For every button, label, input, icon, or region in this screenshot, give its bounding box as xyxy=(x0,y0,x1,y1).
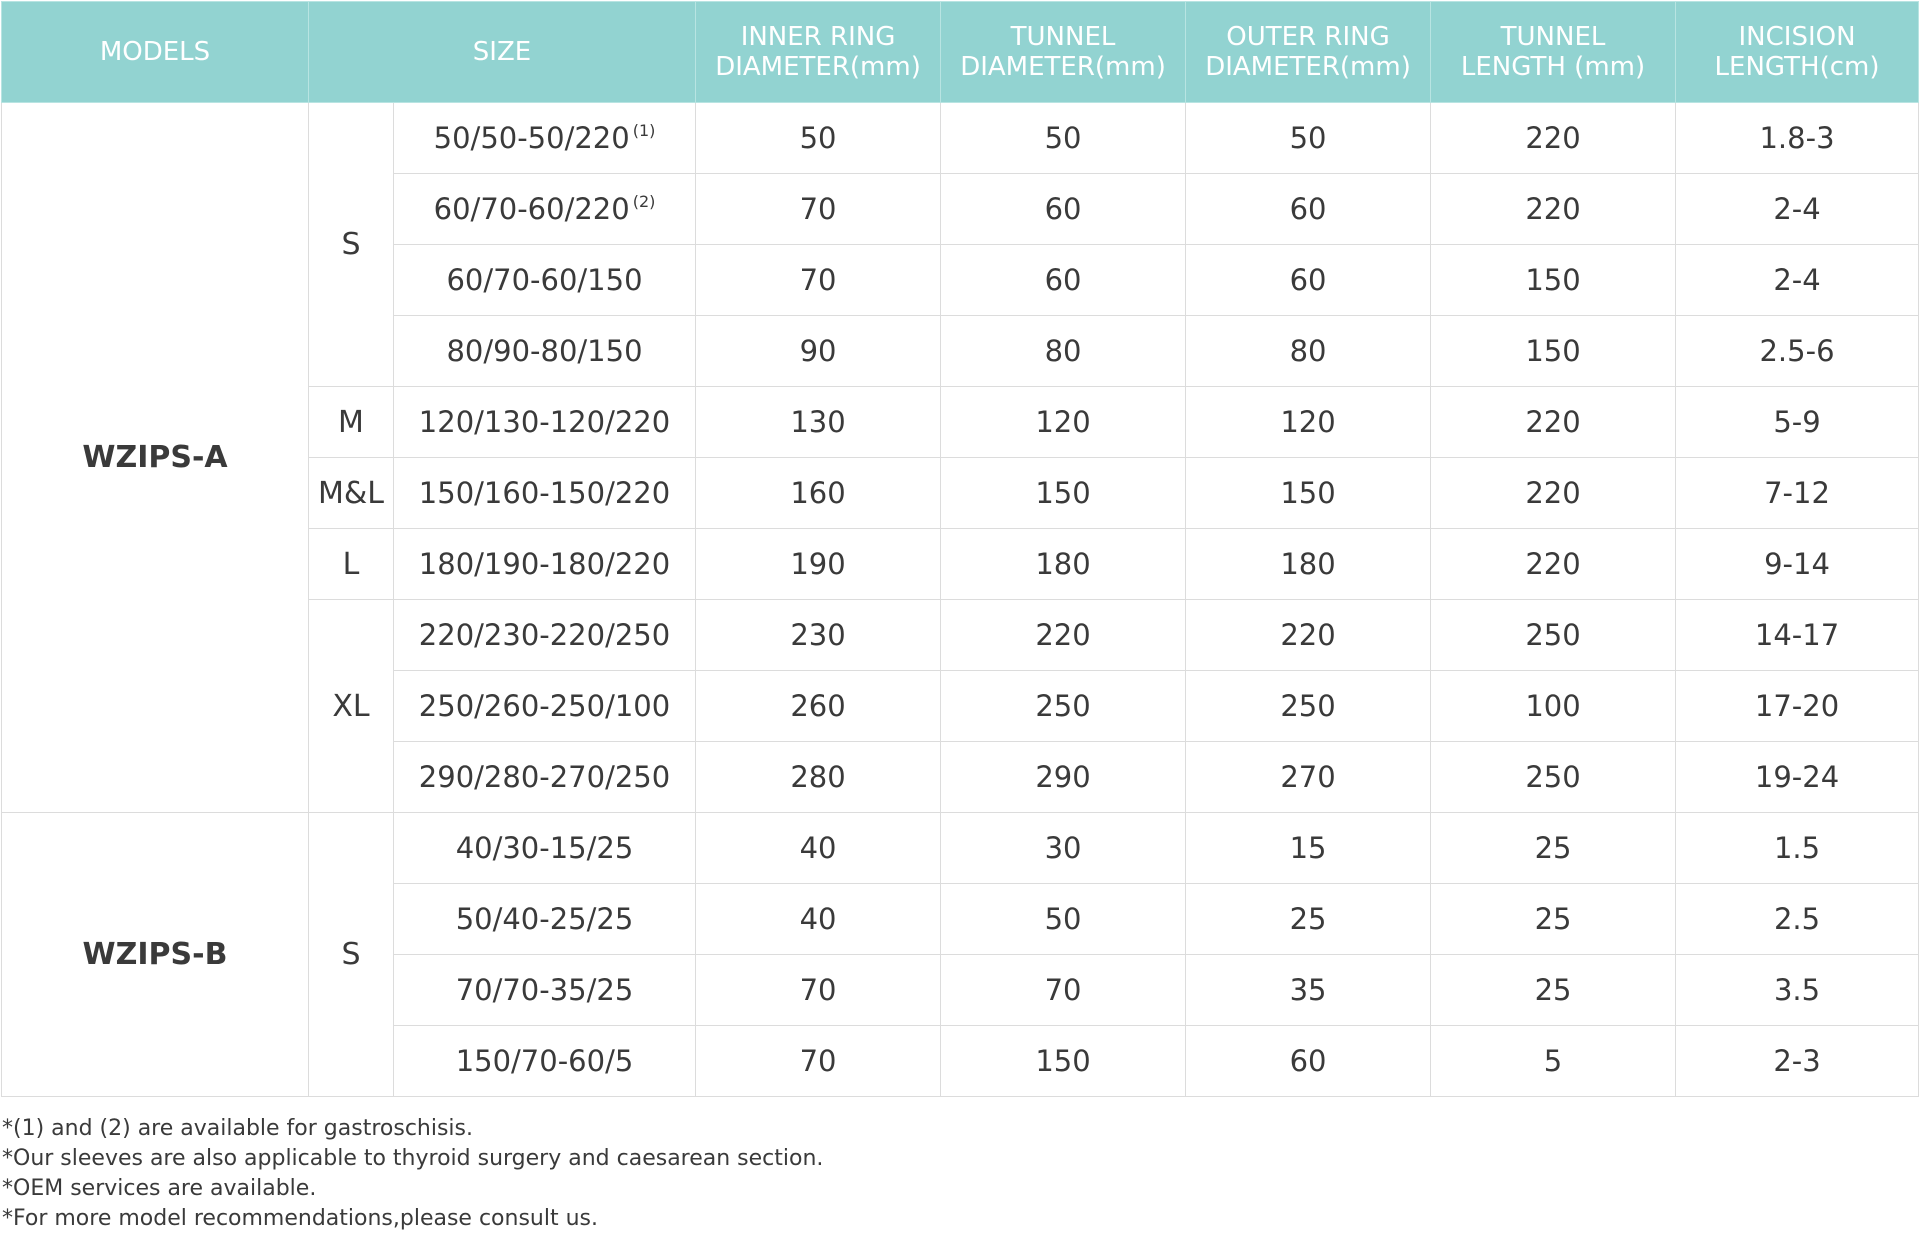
incision-length-cell: 9-14 xyxy=(1676,529,1919,600)
tunnel-length-cell: 220 xyxy=(1431,103,1676,174)
tunnel-diameter-cell: 250 xyxy=(941,671,1186,742)
footnote: *Our sleeves are also applicable to thyroid surgery and caesarean section. xyxy=(2,1146,824,1171)
size-code: 60/70-60/220 xyxy=(433,192,630,226)
header-incision-length-line1: INCISION xyxy=(1738,22,1856,52)
inner-ring-cell: 90 xyxy=(696,316,941,387)
size-code-cell: 120/130-120/220 xyxy=(394,387,696,458)
header-size: SIZE xyxy=(309,2,696,103)
outer-ring-cell: 35 xyxy=(1186,955,1431,1026)
inner-ring-cell: 70 xyxy=(696,1026,941,1097)
footnote: *OEM services are available. xyxy=(2,1176,317,1201)
header-row xyxy=(2,2,1919,103)
size-group-xl: XL xyxy=(309,600,394,813)
tunnel-length-cell: 220 xyxy=(1431,174,1676,245)
incision-length-cell: 1.5 xyxy=(1676,813,1919,884)
outer-ring-cell: 120 xyxy=(1186,387,1431,458)
inner-ring-cell: 70 xyxy=(696,245,941,316)
header-tunnel-length-line2: LENGTH (mm) xyxy=(1460,52,1646,82)
tunnel-length-cell: 25 xyxy=(1431,884,1676,955)
inner-ring-cell: 160 xyxy=(696,458,941,529)
size-code-cell: 250/260-250/100 xyxy=(394,671,696,742)
header-outer-ring xyxy=(1186,2,1431,103)
footnote-marker: (2) xyxy=(632,192,656,211)
outer-ring-cell: 50 xyxy=(1186,103,1431,174)
header-tunnel-length-line1: TUNNEL xyxy=(1500,22,1606,52)
outer-ring-cell: 220 xyxy=(1186,600,1431,671)
tunnel-diameter-cell: 220 xyxy=(941,600,1186,671)
table-row xyxy=(2,103,1919,174)
tunnel-length-cell: 220 xyxy=(1431,458,1676,529)
tunnel-length-cell: 250 xyxy=(1431,600,1676,671)
incision-length-cell: 1.8-3 xyxy=(1676,103,1919,174)
inner-ring-cell: 50 xyxy=(696,103,941,174)
header-tunnel-length xyxy=(1431,2,1676,103)
incision-length-cell: 19-24 xyxy=(1676,742,1919,813)
incision-length-cell: 2-4 xyxy=(1676,245,1919,316)
size-code: 50/50-50/220 xyxy=(433,121,630,155)
tunnel-length-cell: 100 xyxy=(1431,671,1676,742)
header-inner-ring-line1: INNER RING xyxy=(740,22,896,52)
incision-length-cell: 5-9 xyxy=(1676,387,1919,458)
size-code-cell: 80/90-80/150 xyxy=(394,316,696,387)
tunnel-length-cell: 150 xyxy=(1431,245,1676,316)
header-incision-length-line2: LENGTH(cm) xyxy=(1714,52,1880,82)
inner-ring-cell: 70 xyxy=(696,174,941,245)
tunnel-length-cell: 220 xyxy=(1431,529,1676,600)
outer-ring-cell: 150 xyxy=(1186,458,1431,529)
header-models: MODELS xyxy=(2,2,309,103)
inner-ring-cell: 70 xyxy=(696,955,941,1026)
size-code-cell: 180/190-180/220 xyxy=(394,529,696,600)
tunnel-length-cell: 220 xyxy=(1431,387,1676,458)
outer-ring-cell: 60 xyxy=(1186,1026,1431,1097)
header-tunnel-diameter-line1: TUNNEL xyxy=(1010,22,1116,52)
tunnel-length-cell: 250 xyxy=(1431,742,1676,813)
tunnel-diameter-cell: 50 xyxy=(941,103,1186,174)
outer-ring-cell: 25 xyxy=(1186,884,1431,955)
header-outer-ring-line1: OUTER RING xyxy=(1226,22,1390,52)
outer-ring-cell: 60 xyxy=(1186,174,1431,245)
size-code-cell xyxy=(394,174,696,245)
header-inner-ring xyxy=(696,2,941,103)
spec-table xyxy=(1,1,1919,1097)
size-code-cell xyxy=(394,103,696,174)
inner-ring-cell: 130 xyxy=(696,387,941,458)
tunnel-diameter-cell: 60 xyxy=(941,245,1186,316)
inner-ring-cell: 40 xyxy=(696,884,941,955)
tunnel-diameter-cell: 50 xyxy=(941,884,1186,955)
header-tunnel-diameter xyxy=(941,2,1186,103)
outer-ring-cell: 80 xyxy=(1186,316,1431,387)
tunnel-diameter-cell: 70 xyxy=(941,955,1186,1026)
model-cell-wzips-a: WZIPS-A xyxy=(2,103,309,813)
inner-ring-cell: 260 xyxy=(696,671,941,742)
size-group-ml: M&L xyxy=(309,458,394,529)
model-cell-wzips-b: WZIPS-B xyxy=(2,813,309,1097)
size-code-cell: 220/230-220/250 xyxy=(394,600,696,671)
tunnel-diameter-cell: 120 xyxy=(941,387,1186,458)
outer-ring-cell: 180 xyxy=(1186,529,1431,600)
size-group-s: S xyxy=(309,103,394,387)
tunnel-length-cell: 150 xyxy=(1431,316,1676,387)
header-inner-ring-line2: DIAMETER(mm) xyxy=(715,52,921,82)
tunnel-diameter-cell: 30 xyxy=(941,813,1186,884)
tunnel-diameter-cell: 150 xyxy=(941,1026,1186,1097)
size-code-cell: 290/280-270/250 xyxy=(394,742,696,813)
size-group-m: M xyxy=(309,387,394,458)
incision-length-cell: 7-12 xyxy=(1676,458,1919,529)
outer-ring-cell: 270 xyxy=(1186,742,1431,813)
table-row xyxy=(2,813,1919,884)
outer-ring-cell: 60 xyxy=(1186,245,1431,316)
size-code-cell: 70/70-35/25 xyxy=(394,955,696,1026)
tunnel-diameter-cell: 290 xyxy=(941,742,1186,813)
header-outer-ring-line2: DIAMETER(mm) xyxy=(1205,52,1411,82)
incision-length-cell: 2.5 xyxy=(1676,884,1919,955)
inner-ring-cell: 230 xyxy=(696,600,941,671)
tunnel-diameter-cell: 80 xyxy=(941,316,1186,387)
footnote-marker: (1) xyxy=(632,121,656,140)
tunnel-diameter-cell: 60 xyxy=(941,174,1186,245)
size-code-cell: 150/70-60/5 xyxy=(394,1026,696,1097)
tunnel-diameter-cell: 150 xyxy=(941,458,1186,529)
inner-ring-cell: 190 xyxy=(696,529,941,600)
incision-length-cell: 2-3 xyxy=(1676,1026,1919,1097)
footnote: *(1) and (2) are available for gastroschisis. xyxy=(2,1116,474,1141)
outer-ring-cell: 15 xyxy=(1186,813,1431,884)
tunnel-length-cell: 5 xyxy=(1431,1026,1676,1097)
incision-length-cell: 3.5 xyxy=(1676,955,1919,1026)
size-group-s: S xyxy=(309,813,394,1097)
tunnel-diameter-cell: 180 xyxy=(941,529,1186,600)
header-incision-length xyxy=(1676,2,1919,103)
size-code-cell: 60/70-60/150 xyxy=(394,245,696,316)
incision-length-cell: 2-4 xyxy=(1676,174,1919,245)
inner-ring-cell: 280 xyxy=(696,742,941,813)
tunnel-length-cell: 25 xyxy=(1431,813,1676,884)
incision-length-cell: 14-17 xyxy=(1676,600,1919,671)
incision-length-cell: 17-20 xyxy=(1676,671,1919,742)
outer-ring-cell: 250 xyxy=(1186,671,1431,742)
incision-length-cell: 2.5-6 xyxy=(1676,316,1919,387)
footnotes xyxy=(2,1114,823,1234)
footnote: *For more model recommendations,please consult us. xyxy=(2,1206,598,1231)
size-code-cell: 150/160-150/220 xyxy=(394,458,696,529)
tunnel-length-cell: 25 xyxy=(1431,955,1676,1026)
header-tunnel-diameter-line2: DIAMETER(mm) xyxy=(960,52,1166,82)
size-code-cell: 40/30-15/25 xyxy=(394,813,696,884)
size-group-l: L xyxy=(309,529,394,600)
inner-ring-cell: 40 xyxy=(696,813,941,884)
size-code-cell: 50/40-25/25 xyxy=(394,884,696,955)
